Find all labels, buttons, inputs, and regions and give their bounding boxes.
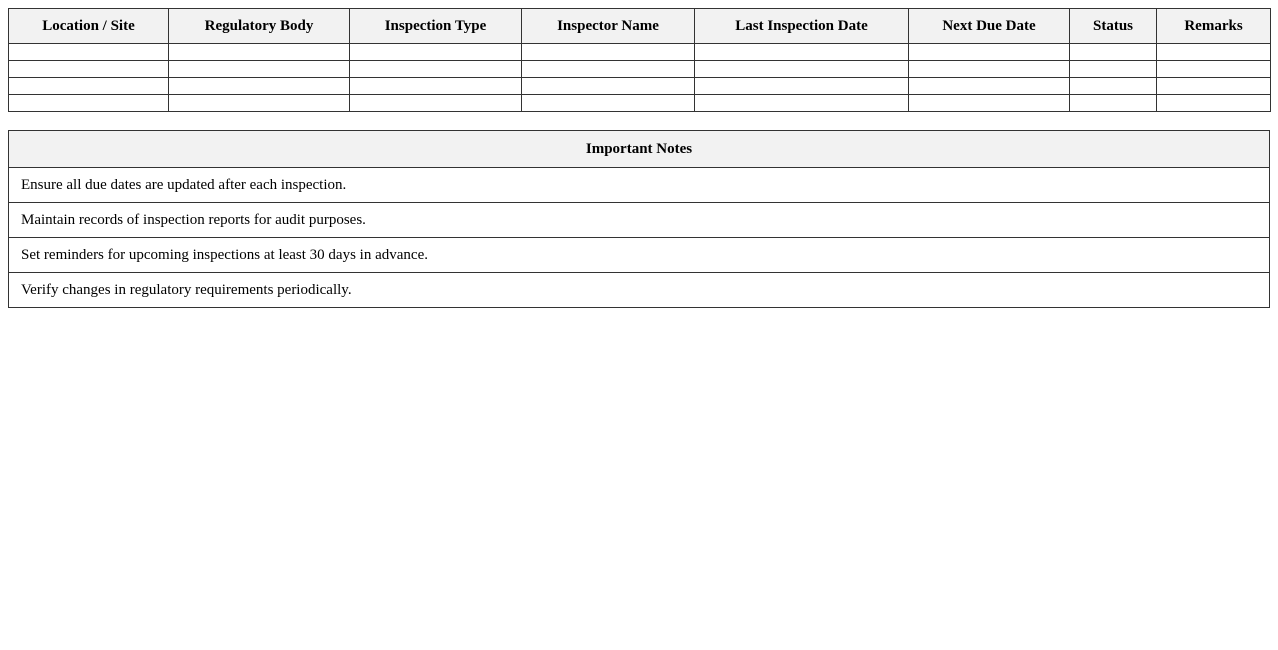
table-cell[interactable]: [350, 95, 522, 112]
table-cell[interactable]: [522, 95, 695, 112]
inspection-schedule-table: [8, 8, 1271, 112]
table-cell[interactable]: [1157, 95, 1271, 112]
list-item: [9, 238, 1270, 273]
table-cell[interactable]: [909, 61, 1070, 78]
table-cell[interactable]: [1157, 44, 1271, 61]
table-cell[interactable]: [350, 61, 522, 78]
table-cell[interactable]: [350, 44, 522, 61]
table-cell[interactable]: [9, 78, 169, 95]
table-cell[interactable]: [522, 61, 695, 78]
table-row: [9, 95, 1271, 112]
table-cell[interactable]: [522, 78, 695, 95]
column-header-last-inspection-date: Last Inspection Date: [695, 9, 909, 44]
table-header-row: [9, 9, 1271, 44]
table-cell[interactable]: [909, 78, 1070, 95]
table-cell[interactable]: [9, 95, 169, 112]
notes-header-row: [9, 131, 1270, 168]
column-header-inspector-name: Inspector Name: [522, 9, 695, 44]
table-cell[interactable]: [169, 44, 350, 61]
list-item: [9, 168, 1270, 203]
list-item: [9, 203, 1270, 238]
column-header-remarks: Remarks: [1157, 9, 1271, 44]
table-cell[interactable]: [1070, 44, 1157, 61]
table-cell[interactable]: [909, 95, 1070, 112]
table-cell[interactable]: [909, 44, 1070, 61]
table-row: [9, 44, 1271, 61]
table-cell[interactable]: [1157, 61, 1271, 78]
notes-title: Important Notes: [9, 131, 1270, 168]
table-cell[interactable]: [695, 44, 909, 61]
table-cell[interactable]: [1070, 61, 1157, 78]
list-item: [9, 273, 1270, 308]
note-text: Ensure all due dates are updated after each inspection.: [9, 168, 1270, 203]
table-cell[interactable]: [169, 95, 350, 112]
table-cell[interactable]: [695, 61, 909, 78]
note-text: Maintain records of inspection reports for audit purposes.: [9, 203, 1270, 238]
table-cell[interactable]: [1070, 95, 1157, 112]
column-header-regulatory-body: Regulatory Body: [169, 9, 350, 44]
column-header-status: Status: [1070, 9, 1157, 44]
table-cell[interactable]: [1070, 78, 1157, 95]
table-cell[interactable]: [522, 44, 695, 61]
column-header-location-site: Location / Site: [9, 9, 169, 44]
column-header-next-due-date: Next Due Date: [909, 9, 1070, 44]
table-cell[interactable]: [169, 61, 350, 78]
table-cell[interactable]: [350, 78, 522, 95]
column-header-inspection-type: Inspection Type: [350, 9, 522, 44]
table-cell[interactable]: [9, 44, 169, 61]
note-text: Set reminders for upcoming inspections at least 30 days in advance.: [9, 238, 1270, 273]
document-body: [8, 8, 1270, 308]
table-cell[interactable]: [169, 78, 350, 95]
important-notes-table: [8, 130, 1270, 308]
table-row: [9, 78, 1271, 95]
table-cell[interactable]: [695, 95, 909, 112]
note-text: Verify changes in regulatory requirements periodically.: [9, 273, 1270, 308]
table-cell[interactable]: [9, 61, 169, 78]
table-cell[interactable]: [695, 78, 909, 95]
table-row: [9, 61, 1271, 78]
table-cell[interactable]: [1157, 78, 1271, 95]
